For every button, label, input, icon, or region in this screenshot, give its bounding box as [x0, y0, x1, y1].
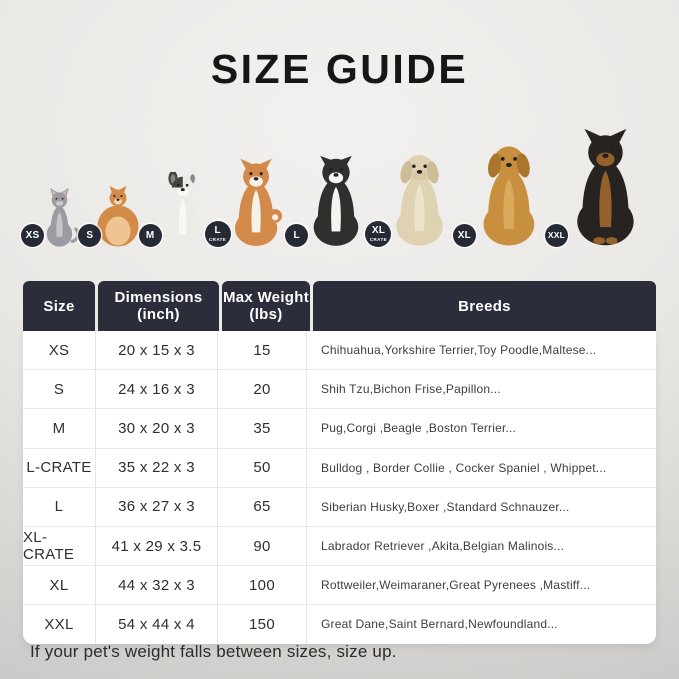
french-bulldog-image [154, 172, 212, 248]
size-cell: L [23, 488, 96, 526]
table-body [23, 331, 656, 644]
col-header-sub: (lbs) [249, 306, 283, 323]
dimensions-cell: 54 x 44 x 4 [96, 605, 218, 643]
size-cell: XS [23, 331, 96, 369]
labrador-image [382, 149, 457, 248]
max-weight-cell: 20 [218, 370, 307, 408]
size-badge-cat [21, 224, 44, 247]
col-header-size [23, 281, 95, 331]
golden-retriever-image [468, 140, 550, 248]
max-weight-cell: 65 [218, 488, 307, 526]
border-collie-figure [293, 153, 372, 248]
breeds-cell: Shih Tzu,Bichon Frise,Papillon... [321, 382, 501, 397]
badge-label: XS [25, 229, 40, 241]
dimensions-cell: 24 x 16 x 3 [96, 370, 218, 408]
col-header-sub: (inch) [137, 306, 180, 323]
dimensions-cell: 44 x 32 x 3 [96, 566, 218, 604]
badge-label: M [145, 229, 155, 241]
col-header-max-weight [222, 281, 310, 331]
max-weight-cell: 100 [218, 566, 307, 604]
badge-label: L [214, 225, 221, 236]
size-cell: S [23, 370, 96, 408]
pomeranian-figure [86, 182, 143, 248]
table-row [23, 488, 656, 527]
dimensions-cell: 41 x 29 x 3.5 [96, 527, 218, 565]
cat-figure [25, 186, 83, 248]
dimensions-cell: 30 x 20 x 3 [96, 409, 218, 447]
col-header-label: Max Weight [222, 289, 310, 306]
shiba-inu-image [222, 158, 290, 248]
size-cell: XL [23, 566, 96, 604]
col-header-label: Dimensions [114, 289, 203, 306]
badge-label: S [86, 229, 94, 241]
badge-label: L [293, 229, 300, 241]
size-cell: XXL [23, 605, 96, 643]
dimensions-cell: 36 x 27 x 3 [96, 488, 218, 526]
col-header-dimensions [98, 281, 219, 331]
badge-sub-label: CRATE [209, 236, 227, 242]
col-header-label: Size [43, 297, 75, 315]
breeds-cell: Rottweiler,Weimaraner,Great Pyrenees ,Mastiff... [321, 578, 591, 593]
size-badge-doberman [545, 224, 568, 247]
breeds-cell: Chihuahua,Yorkshire Terrier,Toy Poodle,Maltese... [321, 343, 597, 358]
size-badge-border-collie [285, 224, 308, 247]
size-cell: M [23, 409, 96, 447]
pomeranian-image [93, 182, 143, 248]
table-row [23, 409, 656, 448]
badge-label: XL [371, 225, 386, 236]
border-collie-image [300, 153, 372, 248]
dimensions-cell: 20 x 15 x 3 [96, 331, 218, 369]
max-weight-cell: 90 [218, 527, 307, 565]
badge-label: XL [457, 229, 471, 241]
table-row [23, 331, 656, 370]
size-table [23, 281, 656, 644]
doberman-figure [547, 128, 651, 248]
shiba-inu-figure [209, 158, 290, 248]
breeds-cell: Bulldog , Border Collie , Cocker Spaniel , Whippet... [321, 460, 607, 475]
animals-row [25, 120, 651, 248]
col-header-label: Breeds [458, 297, 511, 315]
golden-retriever-figure [457, 140, 550, 248]
table-row [23, 527, 656, 566]
french-bulldog-figure [145, 172, 212, 248]
doberman-image [560, 128, 651, 248]
size-badge-golden-retriever [453, 224, 476, 247]
max-weight-cell: 150 [218, 605, 307, 643]
breeds-cell: Great Dane,Saint Bernard,Newfoundland... [321, 617, 558, 632]
size-cell: L-CRATE [23, 449, 96, 487]
size-badge-french-bulldog [139, 224, 162, 247]
max-weight-cell: 15 [218, 331, 307, 369]
table-row [23, 370, 656, 409]
breeds-cell: Labrador Retriever ,Akita,Belgian Malinois... [321, 539, 565, 554]
breeds-cell: Pug,Corgi ,Beagle ,Boston Terrier... [321, 421, 517, 436]
table-row [23, 566, 656, 605]
breeds-cell: Siberian Husky,Boxer ,Standard Schnauzer... [321, 499, 570, 514]
badge-sub-label: CRATE [369, 236, 388, 242]
table-row [23, 449, 656, 488]
table-row [23, 605, 656, 643]
page-title: SIZE GUIDE [210, 46, 469, 92]
size-cell: XL-CRATE [23, 527, 96, 565]
table-header [23, 281, 656, 331]
size-badge-shiba-inu [205, 221, 231, 247]
badge-label: XXL [547, 230, 566, 241]
footer-note: If your pet's weight falls between sizes, size up. [30, 642, 397, 661]
max-weight-cell: 50 [218, 449, 307, 487]
max-weight-cell: 35 [218, 409, 307, 447]
dimensions-cell: 35 x 22 x 3 [96, 449, 218, 487]
labrador-figure [369, 149, 457, 248]
col-header-breeds [313, 281, 656, 331]
